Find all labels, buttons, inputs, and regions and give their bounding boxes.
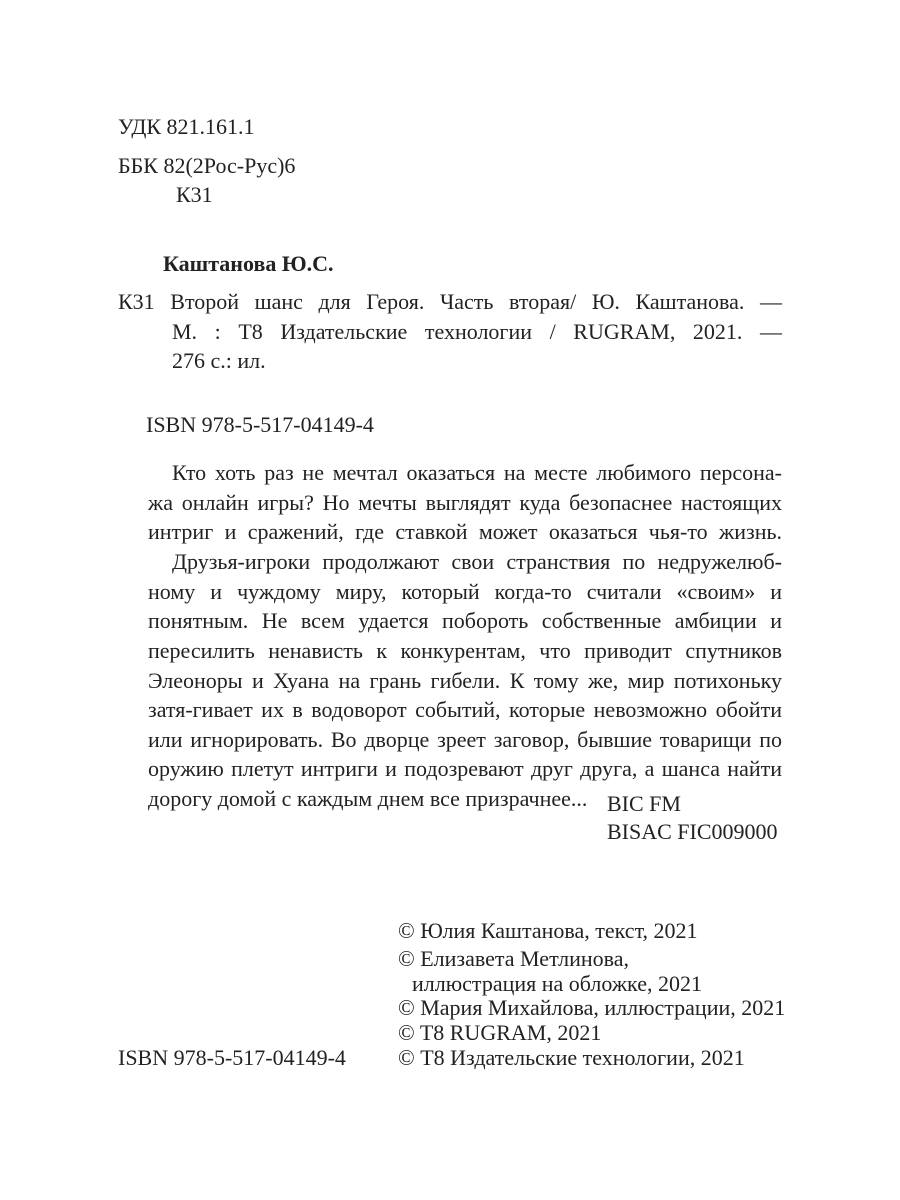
record-line: К31 Второй шанс для Героя. Часть вторая/ Ю. Каштанова. — (118, 289, 782, 314)
bbk-code: ББК 82(2Рос-Рус)6 (118, 153, 296, 178)
copyright-line: © T8 RUGRAM, 2021 (398, 1020, 602, 1045)
annotation-line: жа онлайн игры? Но мечты выглядят куда безопаснее настоящих (148, 490, 782, 515)
annotation-line: затя-гивает их в водоворот событий, которые невозможно обойти (148, 697, 782, 722)
copyright-line: © Т8 Издательские технологии, 2021 (398, 1045, 745, 1070)
record-line: М. : Т8 Издательские технологии / RUGRAM, 2021. — (172, 319, 782, 344)
isbn-bottom: ISBN 978-5-517-04149-4 (118, 1045, 346, 1070)
bisac-code: BISAC FIC009000 (607, 819, 778, 844)
annotation-line: Кто хоть раз не мечтал оказаться на месте любимого персона- (172, 460, 782, 485)
annotation-line: дорогу домой с каждым днем все призрачнее... (148, 786, 588, 811)
copyright-line: © Елизавета Метлинова, (398, 946, 630, 971)
annotation-line: интриг и сражений, где ставкой может оказаться чья-то жизнь. (148, 519, 782, 544)
copyright-line: © Мария Михайлова, иллюстрации, 2021 (398, 995, 786, 1020)
record-line: 276 с.: ил. (172, 348, 266, 373)
annotation-line: оружию плетут интриги и подозревают друг друга, а шанса найти (148, 756, 782, 781)
copyright-line: иллюстрация на обложке, 2021 (412, 971, 702, 996)
annotation-line: Элеоноры и Хуана на грань гибели. К тому же, мир потихоньку (148, 668, 782, 693)
annotation-line: или игнорировать. Во дворце зреет заговор, бывшие товарищи по (148, 727, 782, 752)
annotation-line: пересилить ненависть к конкурентам, что приводит спутников (148, 638, 782, 663)
bic-code: BIC FM (607, 791, 681, 816)
annotation-line: понятным. Не всем удается побороть собственные амбиции и (148, 608, 782, 633)
author-name: Каштанова Ю.С. (163, 251, 334, 276)
copyright-line: © Юлия Каштанова, текст, 2021 (398, 918, 698, 943)
annotation-line: Друзья-игроки продолжают свои странствия по недружелюб- (172, 549, 782, 574)
udk-code: УДК 821.161.1 (118, 114, 255, 139)
isbn: ISBN 978-5-517-04149-4 (146, 412, 374, 437)
author-mark: К31 (176, 182, 213, 207)
annotation-line: ному и чуждому миру, который когда-то считали «своим» и (148, 579, 782, 604)
